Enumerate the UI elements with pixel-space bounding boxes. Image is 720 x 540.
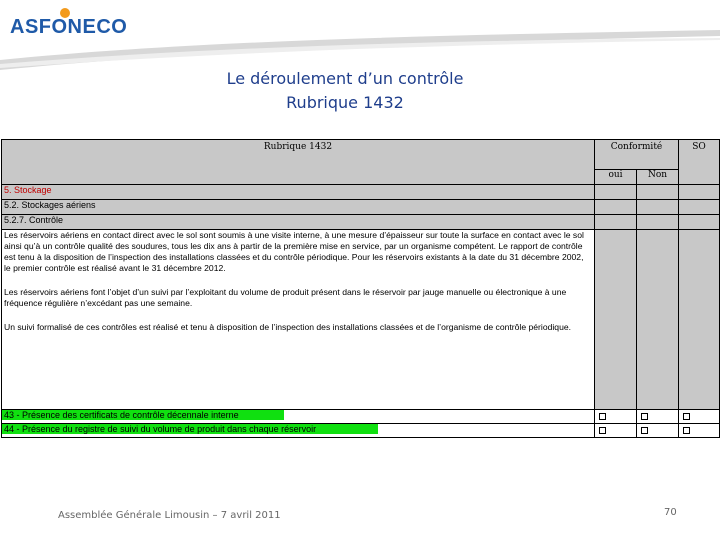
item-44-row (2, 424, 595, 438)
section-row: 5. Stockage (2, 185, 595, 200)
logo: ASFONECO (10, 16, 128, 38)
page-number: 70 (664, 507, 677, 518)
subsection-row: 5.2. Stockages aériens (2, 200, 595, 215)
footer-text: Assemblée Générale Limousin – 7 avril 2011 (58, 510, 281, 521)
item-43-oui-checkbox[interactable] (599, 413, 606, 420)
item-44-oui-checkbox[interactable] (599, 427, 606, 434)
header-so: SO (679, 140, 720, 185)
header-oui: oui (595, 170, 637, 185)
item-43-so-checkbox[interactable] (683, 413, 690, 420)
item-44-non-checkbox[interactable] (641, 427, 648, 434)
paragraph-1: Les réservoirs aériens en contact direct avec le sol sont soumis à une visite interne, à une mesure d’épaisseur sur toute la surface en contact avec le sol ainsi qu’à un contrôle qualité des soudures, tous les dix ans à partir de la première mise en service, par un organisme compétent. Le rapport de contrôle est tenu à la disposition de l’inspection des installations classées et du contrôle périodique. Pour les réservoirs existants à la date du 31 décembre 2002, le premier contrôle est réalisé avant le 31 décembre 2012. (4, 230, 584, 273)
header-rubrique: Rubrique 1432 (2, 140, 595, 185)
header-conformite: Conformité (595, 140, 679, 170)
control-table (1, 139, 720, 438)
requirement-text (2, 230, 595, 410)
paragraph-2: Les réservoirs aériens font l’objet d’un suivi par l’exploitant du volume de produit présent dans le réservoir par jauge manuelle ou électronique à une fréquence régulière n’excédant pas une semaine. (4, 287, 567, 308)
item-44-label: 44 - Présence du registre de suivi du volume de produit dans chaque réservoir (2, 424, 378, 434)
subsubsection-row: 5.2.7. Contrôle (2, 215, 595, 230)
paragraph-3: Un suivi formalisé de ces contrôles est réalisé et tenu à disposition de l’inspection des installations classées et de l’organisme de contrôle périodique. (4, 322, 572, 332)
header-swoosh (0, 0, 720, 80)
header-non: Non (637, 170, 679, 185)
page-title: Le déroulement d’un contrôle (226, 69, 464, 88)
item-43-row (2, 410, 595, 424)
item-43-label: 43 - Présence des certificats de contrôle décennale interne (2, 410, 284, 420)
item-44-so-checkbox[interactable] (683, 427, 690, 434)
item-43-non-checkbox[interactable] (641, 413, 648, 420)
page-subtitle: Rubrique 1432 (286, 93, 404, 112)
